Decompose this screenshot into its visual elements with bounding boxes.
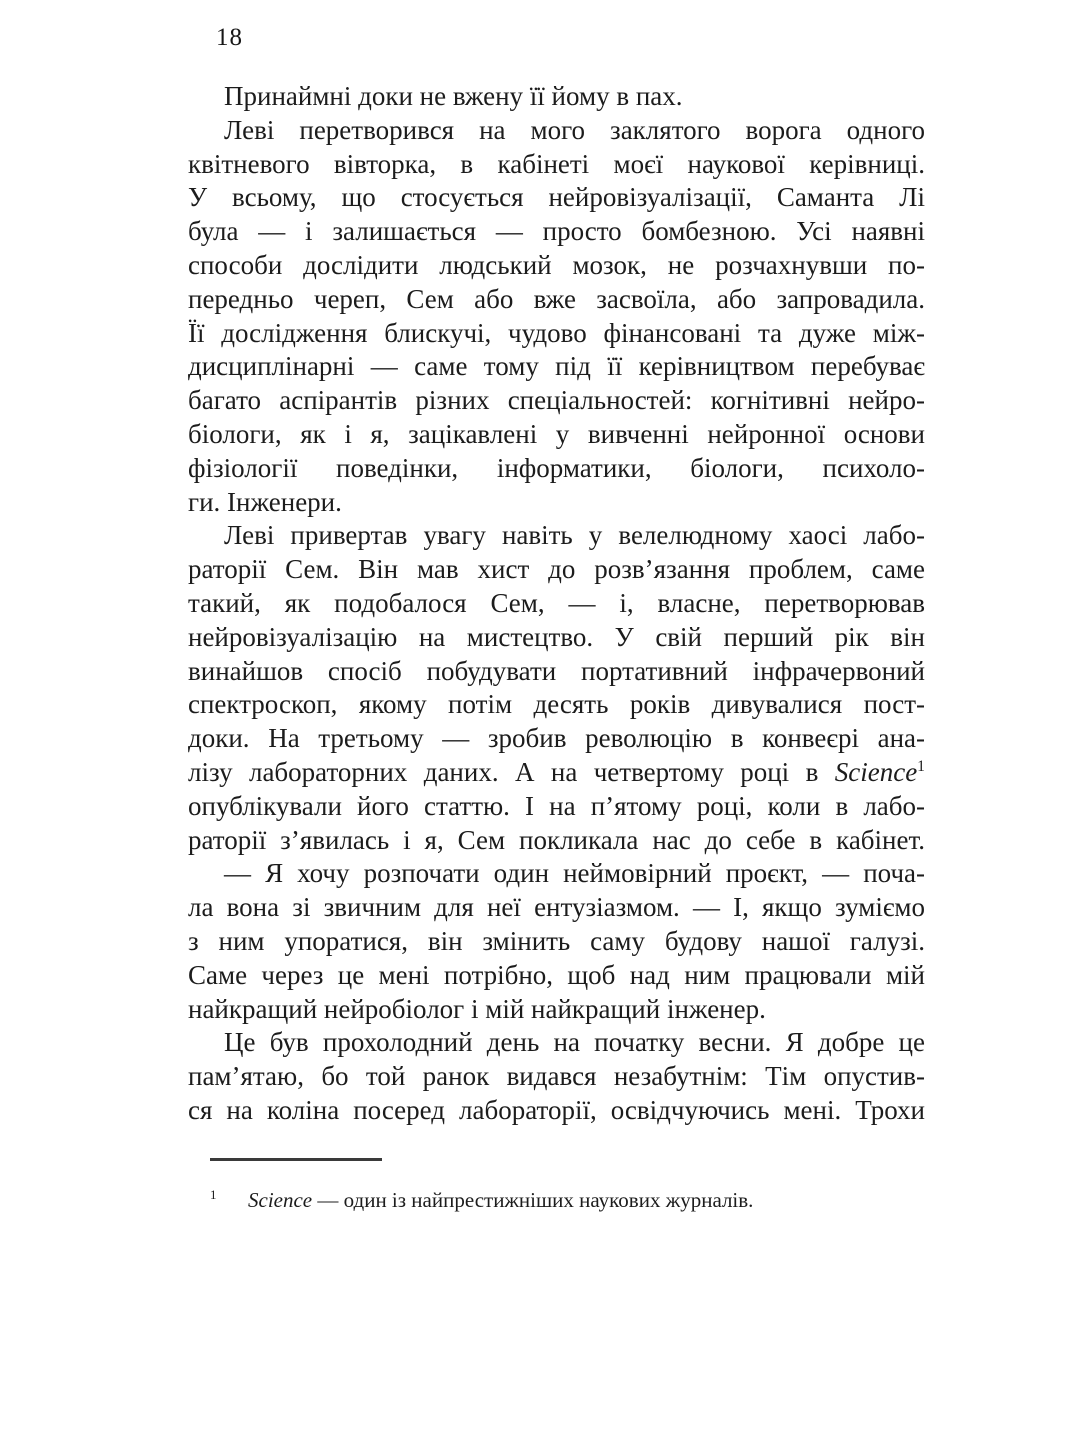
text-line-with-journal [188,756,925,790]
text-line: ся на коліна посеред лабораторії, освідчуючись мені. Трохи [188,1094,925,1125]
footnote-description: — один із найпрестижніших наукових журналів. [312,1188,754,1212]
footnote [210,1158,920,1214]
text-line: опублікували його статтю. І на п’ятому році, коли в лабо- [188,790,925,821]
text-line: Леві перетворився на мого заклятого ворога одного [224,114,925,145]
text-line: доки. На третьому — зробив революцію в конвеєрі ана- [188,723,925,754]
journal-name: Science [248,1188,313,1212]
text-line: винайшов спосіб побудувати портативний інфрачервоний [188,655,925,686]
footnote-text [210,1181,920,1214]
paragraph [188,114,925,520]
text-line: Це був прохолодний день на початку весни. Я добре це [224,1027,925,1058]
text-line: способи дослідити людський мозок, не розчахнувши по- [188,249,925,280]
text-line: квітневого вівторка, в кабінеті моєї наукової керівниці. [188,148,925,179]
text-line: дисциплінарні — саме тому під її керівництвом перебуває [188,351,925,382]
text-line: з ним упоратися, він змінить саму будову нашої галузі. [188,925,925,956]
footnote-marker: 1 [210,1187,217,1202]
paragraph [188,857,925,1026]
text-line: Її дослідження блискучі, чудово фінансовані та дуже між- [188,317,925,348]
text-line: раторії Сем. Він мав хист до розв’язання проблем, саме [188,554,925,585]
paragraph [188,519,925,857]
text-line: Леві привертав увагу навіть у велелюдному хаосі лабо- [224,520,925,551]
text-line: була — і залишається — просто бомбезною. Усі наявні [188,216,925,247]
text-line: фізіології поведінки, інформатики, біологи, психоло- [188,452,925,483]
text-line: ги. Інженери. [188,486,342,517]
text-line: такий, як подобалося Сем, — і, власне, перетворював [188,587,925,618]
text-line: нейровізуалізацію на мистецтво. У свій перший рік він [188,621,925,652]
text-line: ла вона зі звичним для неї ентузіазмом. — І, якщо зуміємо [188,892,925,923]
text-line: передньо череп, Сем або вже засвоїла, або запровадила. [188,283,925,314]
text-line: біологи, як і я, зацікавлені у вивченні нейронної основи [188,418,925,449]
text-line: спектроскоп, якому потім десять років дивувалися пост- [188,689,925,720]
text-segment: лізу лабораторних даних. А на четвертому році в [188,756,835,787]
text-line: багато аспірантів різних спеціальностей: когнітивні нейро- [188,385,925,416]
journal-name: Science [834,756,918,787]
body-text [188,80,925,1128]
page-number: 18 [216,24,243,51]
text-line: раторії з’явилась і я, Сем покликала нас до себе в кабінет. [188,824,925,855]
text-line: пам’ятаю, бо той ранок видався незабутнім: Тім опустив- [188,1061,925,1092]
text-line: — Я хочу розпочати один неймовірний проєкт, — поча- [224,858,925,889]
text-line: Принаймні доки не вжену її йому в пах. [224,81,683,111]
text-line: найкращий нейробіолог і мій найкращий інженер. [188,993,766,1024]
paragraph [188,1026,925,1127]
text-line: У всьому, що стосується нейровізуалізації, Саманта Лі [188,182,925,213]
footnote-reference: 1 [917,757,925,775]
paragraph [188,80,925,114]
text-line: Саме через це мені потрібно, щоб над ним працювали мій [188,959,925,990]
footnote-separator-rule [210,1158,382,1161]
